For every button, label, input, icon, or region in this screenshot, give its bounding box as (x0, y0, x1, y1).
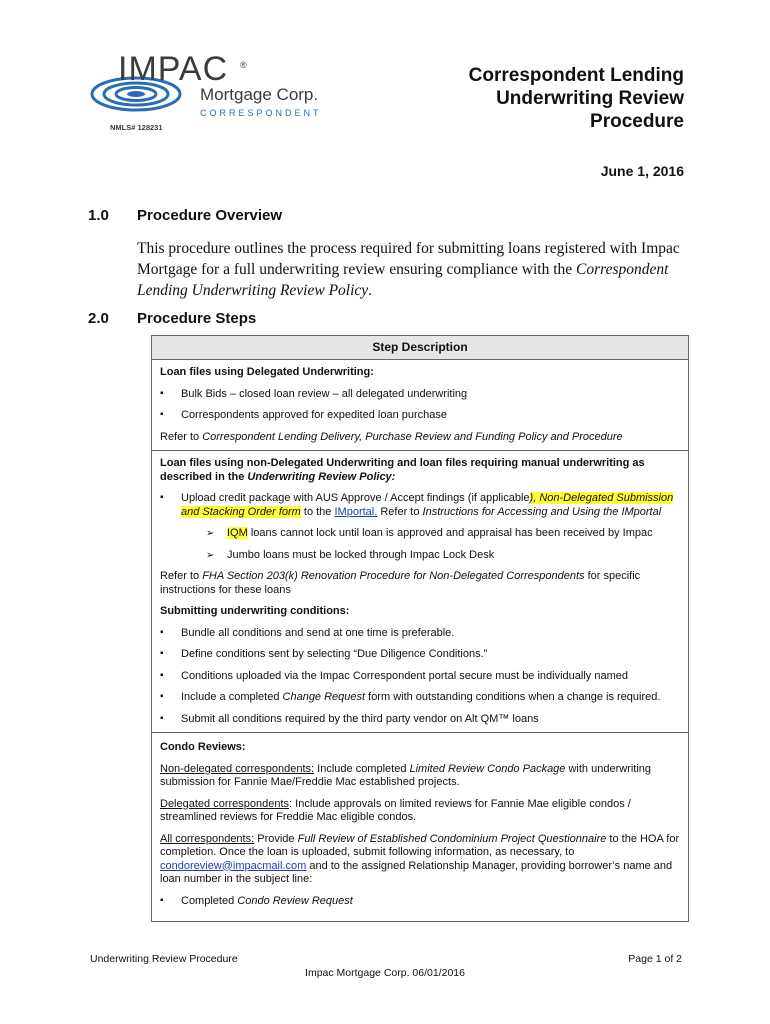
questionnaire-name: Full Review of Established Condominium Project Questionnaire (297, 832, 607, 845)
importal-link[interactable]: IMportal. (334, 505, 378, 518)
upload-text-1: Upload credit package with AUS Approve / Accept findings (if applicable (181, 492, 530, 504)
intro-end: . (368, 282, 373, 299)
refer-prefix: Refer to (160, 430, 203, 443)
logo-line2: Mortgage Corp. (200, 85, 319, 104)
fha-refer-suffix: for specific instructions for these loans (160, 570, 641, 596)
d-label: Delegated correspondents (160, 797, 290, 810)
heading-policy: Underwriting Review Policy: (247, 470, 396, 483)
condo-heading: Condo Reviews: (160, 741, 246, 753)
procedure-steps-table (151, 335, 689, 922)
document-title (384, 64, 684, 133)
table-header: Step Description (152, 336, 688, 360)
condition-bullet-5: ▪ Submit all conditions required by the third party vendor on Alt QM™ loans (160, 713, 680, 727)
condo-all (160, 833, 680, 887)
impac-logo (88, 44, 348, 140)
footer-page-number: Page 1 of 2 (628, 953, 682, 965)
change-request-form: Change Request (282, 691, 366, 703)
nd-label: Non-delegated correspondents: (160, 762, 315, 775)
section-1-title: Procedure Overview (137, 207, 283, 224)
delegated-bullet-2: ▪ Correspondents approved for expedited loan purchase (160, 409, 680, 423)
condo-email-link[interactable]: condoreview@impacmail.com (160, 859, 307, 872)
delegated-heading: Loan files using Delegated Underwriting: (160, 366, 374, 378)
condo-review-request: Condo Review Request (237, 894, 353, 907)
intro-text: This procedure outlines the process required for submitting loans registered with Impac Mortgage for a full underwriting review ensuring compliance with the (137, 240, 680, 278)
all-label: All correspondents: (160, 832, 255, 845)
iqm-sub-bullet (206, 527, 680, 541)
title-line-2: Underwriting Review (496, 88, 684, 109)
intro-policy-name: Correspondent Lending Underwriting Review Policy (137, 261, 669, 299)
limited-review-package: Limited Review Condo Package (409, 762, 566, 775)
condition-bullet-2: ▪ Define conditions sent by selecting “Due Diligence Conditions.” (160, 648, 680, 662)
nd-text-a: Include completed (314, 762, 410, 775)
nd-text-b: with underwriting submission for Fannie Mae/Freddie Mac established projects. (160, 762, 652, 788)
registered-mark: ® (240, 60, 247, 70)
condo-non-delegated (160, 763, 680, 790)
delegated-refer-doc: Correspondent Lending Delivery, Purchase Review and Funding Policy and Procedure (202, 430, 623, 443)
submitting-heading: Submitting underwriting conditions: (160, 605, 350, 617)
ripple-logo-graphic (88, 44, 348, 140)
iqm-text: loans cannot lock until loan is approved and appraisal has been received by Impac (247, 527, 653, 539)
non-delegated-cell (152, 451, 688, 733)
section-2-title: Procedure Steps (137, 310, 257, 327)
delegated-bullet-1: ▪ Bulk Bids – closed loan review – all delegated underwriting (160, 388, 680, 402)
cond4-text-a: Include a completed (181, 691, 283, 703)
importal-instructions: Instructions for Accessing and Using the IMportal (422, 505, 662, 518)
upload-text-3: Refer to (377, 505, 423, 518)
d-text: : Include approvals on limited reviews for Fannie Mae eligible condos / streamlined reviews for Freddie Mac eligible condos. (160, 797, 631, 823)
section-1-number: 1.0 (88, 207, 109, 224)
condo-review-bullet (160, 895, 680, 909)
condition-bullet-4 (160, 691, 680, 705)
document-date: June 1, 2016 (600, 163, 684, 179)
title-line-1: Correspondent Lending (468, 65, 684, 86)
delegated-refer (160, 431, 680, 445)
fha-refer-prefix: Refer to (160, 570, 203, 582)
heading-text: Loan files using non-Delegated Underwriting and loan files requiring manual underwriting as described in the (160, 457, 645, 483)
stacking-form-highlight: ), Non-Delegated Submission and Stacking Order form (181, 492, 674, 518)
iqm-highlight: IQM (227, 527, 248, 539)
all-text-c: and to the assigned Relationship Manager, providing borrower’s name and loan number in the subject line: (160, 859, 673, 885)
footer-left: Underwriting Review Procedure (90, 953, 238, 965)
delegated-cell (152, 360, 688, 451)
footer-center: Impac Mortgage Corp. 06/01/2016 (305, 967, 465, 979)
all-text-a: Provide (254, 832, 298, 845)
fha-refer (160, 570, 680, 597)
condition-bullet-3: ▪ Conditions uploaded via the Impac Correspondent portal secure must be individually named (160, 670, 680, 684)
condo-delegated (160, 798, 680, 825)
cond4-text-b: form with outstanding conditions when a change is required. (365, 691, 661, 703)
condition-bullet-1: ▪ Bundle all conditions and send at one time is preferable. (160, 627, 680, 641)
non-delegated-heading (160, 457, 680, 484)
section-2-number: 2.0 (88, 310, 109, 327)
condo-bullet-text: Completed (181, 894, 238, 907)
upload-text-2: to the (300, 505, 335, 518)
fha-procedure-name: FHA Section 203(k) Renovation Procedure for Non-Delegated Correspondents (202, 570, 585, 582)
jumbo-sub-bullet: ➢ Jumbo loans must be locked through Impac Lock Desk (206, 549, 680, 563)
upload-bullet (160, 492, 680, 519)
section-1-body (137, 238, 682, 301)
logo-brand: IMPAC (118, 50, 229, 88)
title-line-3: Procedure (590, 111, 684, 132)
nmls-number: NMLS# 128231 (110, 123, 163, 132)
condo-cell (152, 733, 688, 912)
all-text-b: to the HOA for completion. Once the loan is uploaded, submit following information, as necessary, to (160, 832, 680, 858)
logo-line3: CORRESPONDENT (200, 108, 322, 118)
